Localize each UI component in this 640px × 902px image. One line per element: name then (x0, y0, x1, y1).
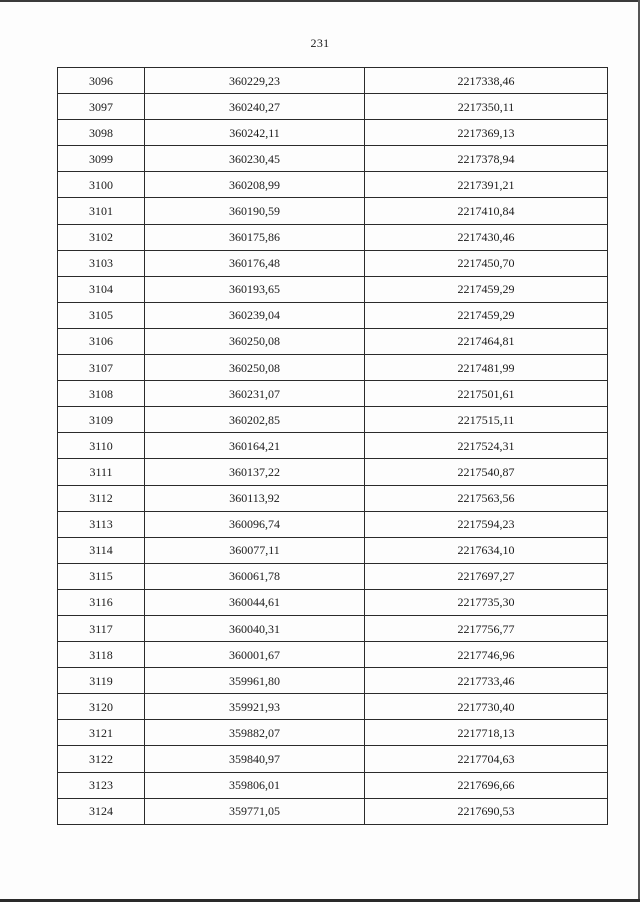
table-row (58, 224, 608, 250)
point-number-cell: 3124 (58, 798, 145, 824)
table-row (58, 198, 608, 224)
point-number-cell: 3111 (58, 459, 145, 485)
y-coordinate-cell: 2217515,11 (365, 407, 608, 433)
table-row (58, 772, 608, 798)
table-row (58, 94, 608, 120)
table-row (58, 459, 608, 485)
page-number: 231 (310, 36, 330, 50)
point-number-cell: 3107 (58, 355, 145, 381)
y-coordinate-cell: 2217464,81 (365, 328, 608, 354)
x-coordinate-cell: 359961,80 (145, 668, 365, 694)
point-number-cell: 3100 (58, 172, 145, 198)
x-coordinate-cell: 360137,22 (145, 459, 365, 485)
table-row (58, 172, 608, 198)
x-coordinate-cell: 360208,99 (145, 172, 365, 198)
y-coordinate-cell: 2217696,66 (365, 772, 608, 798)
y-coordinate-cell: 2217718,13 (365, 720, 608, 746)
point-number-cell: 3117 (58, 615, 145, 641)
x-coordinate-cell: 360190,59 (145, 198, 365, 224)
point-number-cell: 3116 (58, 589, 145, 615)
point-number-cell: 3101 (58, 198, 145, 224)
y-coordinate-cell: 2217697,27 (365, 563, 608, 589)
x-coordinate-cell: 360096,74 (145, 511, 365, 537)
point-number-cell: 3109 (58, 407, 145, 433)
y-coordinate-cell: 2217540,87 (365, 459, 608, 485)
table-row (58, 746, 608, 772)
page-edge-top (0, 0, 640, 2)
point-number-cell: 3115 (58, 563, 145, 589)
y-coordinate-cell: 2217563,56 (365, 485, 608, 511)
point-number-cell: 3103 (58, 250, 145, 276)
table-row (58, 563, 608, 589)
y-coordinate-cell: 2217430,46 (365, 224, 608, 250)
x-coordinate-cell: 360229,23 (145, 68, 365, 94)
table-row (58, 668, 608, 694)
point-number-cell: 3099 (58, 146, 145, 172)
x-coordinate-cell: 359882,07 (145, 720, 365, 746)
point-number-cell: 3106 (58, 328, 145, 354)
table-row (58, 642, 608, 668)
x-coordinate-cell: 360176,48 (145, 250, 365, 276)
y-coordinate-cell: 2217338,46 (365, 68, 608, 94)
point-number-cell: 3104 (58, 276, 145, 302)
table-row (58, 250, 608, 276)
y-coordinate-cell: 2217733,46 (365, 668, 608, 694)
y-coordinate-cell: 2217524,31 (365, 433, 608, 459)
point-number-cell: 3113 (58, 511, 145, 537)
x-coordinate-cell: 360061,78 (145, 563, 365, 589)
table-row (58, 433, 608, 459)
y-coordinate-cell: 2217730,40 (365, 694, 608, 720)
x-coordinate-cell: 360164,21 (145, 433, 365, 459)
point-number-cell: 3096 (58, 68, 145, 94)
x-coordinate-cell: 360193,65 (145, 276, 365, 302)
x-coordinate-cell: 360044,61 (145, 589, 365, 615)
x-coordinate-cell: 360231,07 (145, 381, 365, 407)
table-row (58, 798, 608, 824)
table-row (58, 485, 608, 511)
table-row (58, 407, 608, 433)
y-coordinate-cell: 2217501,61 (365, 381, 608, 407)
point-number-cell: 3114 (58, 537, 145, 563)
x-coordinate-cell: 360250,08 (145, 355, 365, 381)
y-coordinate-cell: 2217756,77 (365, 615, 608, 641)
table-row (58, 537, 608, 563)
table-row (58, 355, 608, 381)
point-number-cell: 3097 (58, 94, 145, 120)
table-row (58, 720, 608, 746)
y-coordinate-cell: 2217459,29 (365, 276, 608, 302)
point-number-cell: 3119 (58, 668, 145, 694)
table-row (58, 68, 608, 94)
point-number-cell: 3110 (58, 433, 145, 459)
x-coordinate-cell: 359840,97 (145, 746, 365, 772)
y-coordinate-cell: 2217481,99 (365, 355, 608, 381)
x-coordinate-cell: 360040,31 (145, 615, 365, 641)
point-number-cell: 3118 (58, 642, 145, 668)
x-coordinate-cell: 360250,08 (145, 328, 365, 354)
y-coordinate-cell: 2217410,84 (365, 198, 608, 224)
point-number-cell: 3105 (58, 302, 145, 328)
x-coordinate-cell: 360175,86 (145, 224, 365, 250)
x-coordinate-cell: 360113,92 (145, 485, 365, 511)
point-number-cell: 3123 (58, 772, 145, 798)
point-number-cell: 3098 (58, 120, 145, 146)
point-number-cell: 3121 (58, 720, 145, 746)
table-row (58, 694, 608, 720)
y-coordinate-cell: 2217369,13 (365, 120, 608, 146)
y-coordinate-cell: 2217735,30 (365, 589, 608, 615)
y-coordinate-cell: 2217704,63 (365, 746, 608, 772)
y-coordinate-cell: 2217690,53 (365, 798, 608, 824)
x-coordinate-cell: 359806,01 (145, 772, 365, 798)
table-row (58, 146, 608, 172)
table-row (58, 302, 608, 328)
table-row (58, 589, 608, 615)
table-row (58, 511, 608, 537)
x-coordinate-cell: 360242,11 (145, 120, 365, 146)
x-coordinate-cell: 360240,27 (145, 94, 365, 120)
table-row (58, 276, 608, 302)
table-row (58, 615, 608, 641)
table-row (58, 120, 608, 146)
point-number-cell: 3108 (58, 381, 145, 407)
y-coordinate-cell: 2217594,23 (365, 511, 608, 537)
x-coordinate-cell: 360230,45 (145, 146, 365, 172)
x-coordinate-cell: 360077,11 (145, 537, 365, 563)
x-coordinate-cell: 359771,05 (145, 798, 365, 824)
table-row (58, 381, 608, 407)
y-coordinate-cell: 2217350,11 (365, 94, 608, 120)
y-coordinate-cell: 2217378,94 (365, 146, 608, 172)
point-number-cell: 3122 (58, 746, 145, 772)
y-coordinate-cell: 2217459,29 (365, 302, 608, 328)
point-number-cell: 3102 (58, 224, 145, 250)
y-coordinate-cell: 2217391,21 (365, 172, 608, 198)
y-coordinate-cell: 2217634,10 (365, 537, 608, 563)
x-coordinate-cell: 359921,93 (145, 694, 365, 720)
y-coordinate-cell: 2217450,70 (365, 250, 608, 276)
x-coordinate-cell: 360239,04 (145, 302, 365, 328)
x-coordinate-cell: 360202,85 (145, 407, 365, 433)
x-coordinate-cell: 360001,67 (145, 642, 365, 668)
y-coordinate-cell: 2217746,96 (365, 642, 608, 668)
point-number-cell: 3112 (58, 485, 145, 511)
coordinates-table-body (58, 68, 608, 825)
point-number-cell: 3120 (58, 694, 145, 720)
coordinates-table (57, 67, 608, 825)
table-row (58, 328, 608, 354)
